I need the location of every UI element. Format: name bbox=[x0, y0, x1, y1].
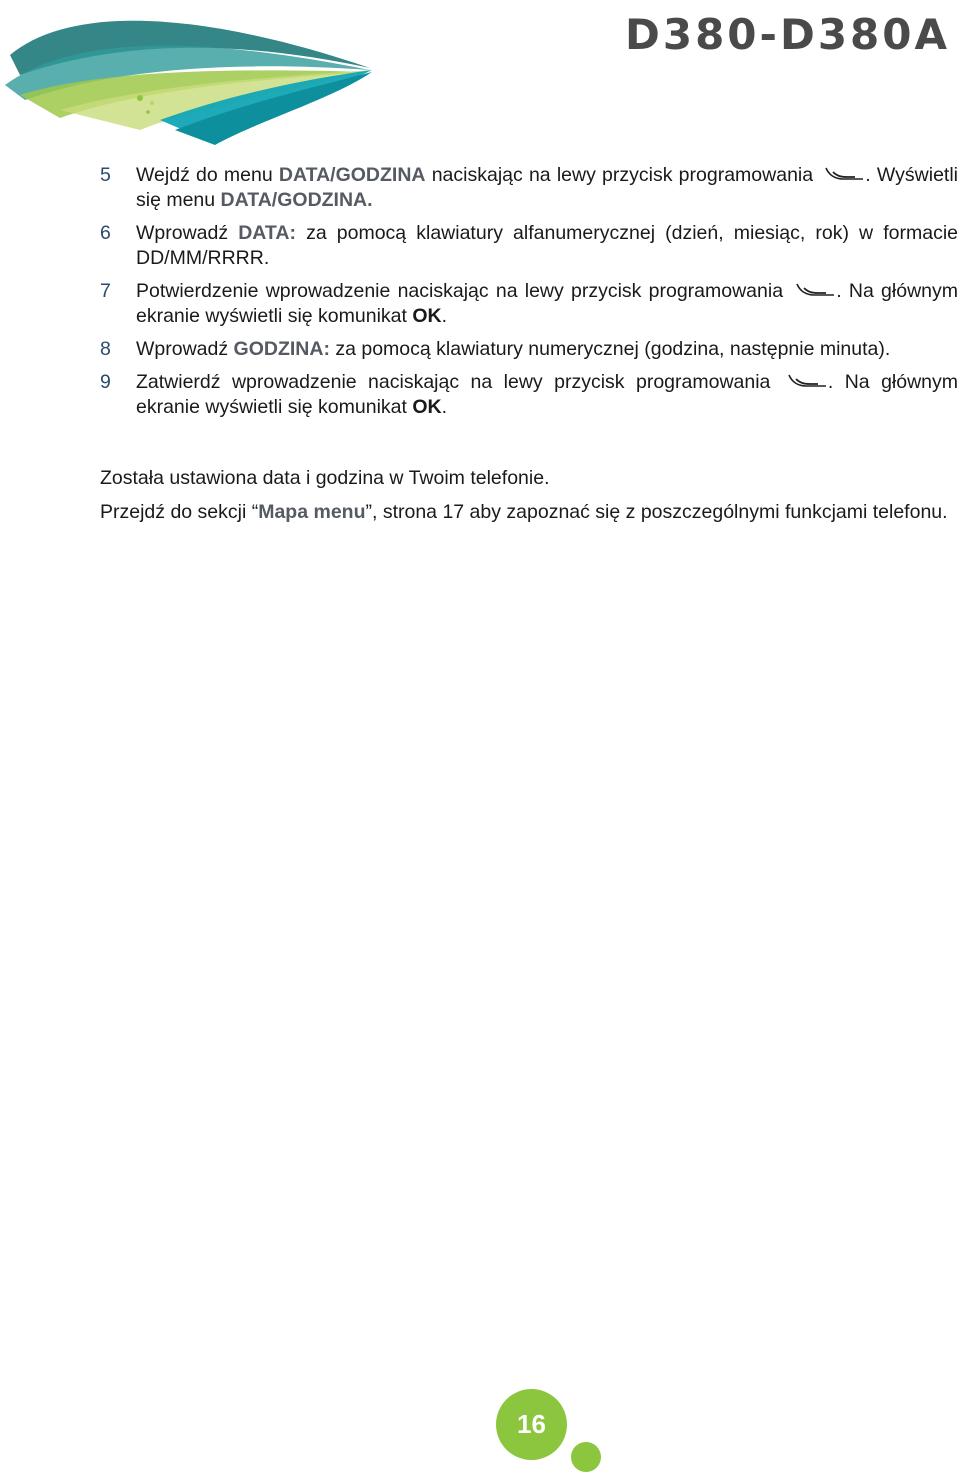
step-text bbox=[136, 279, 958, 329]
step-text-segment: za pomocą klawiatury numerycznej (godzina, następnie minuta). bbox=[329, 338, 891, 360]
confirmation-paragraph: Została ustawiona data i godzina w Twoim telefonie. bbox=[100, 467, 550, 489]
step-text-segment: . Na głównym ekranie wyświetli się komunikat bbox=[136, 280, 958, 327]
instruction-steps bbox=[100, 163, 958, 428]
step-text-segment: . Na głównym ekranie wyświetli się komunikat bbox=[136, 371, 959, 418]
step-text-segment: . bbox=[441, 396, 448, 418]
page-number-badge bbox=[496, 1389, 567, 1460]
step-text-segment: za pomocą klawiatury alfanumerycznej (dzień, miesiąc, rok) w formacie DD/MM/RRRR. bbox=[136, 222, 959, 269]
ok-message: OK bbox=[412, 396, 442, 418]
left-softkey-icon bbox=[825, 166, 865, 184]
page-decor-dot bbox=[571, 1442, 601, 1472]
menu-keyword: DATA/GODZINA bbox=[278, 164, 426, 186]
step-text bbox=[136, 163, 958, 213]
step-text-segment: Wprowadź bbox=[136, 222, 239, 244]
model-title: D380-D380A bbox=[624, 10, 950, 59]
step-item bbox=[100, 221, 958, 271]
step-text bbox=[136, 370, 958, 420]
brand-swoosh-logo bbox=[0, 0, 380, 150]
step-text bbox=[136, 221, 958, 271]
menu-map-text-post: ”, strona 17 aby zapoznać się z poszczególnymi funkcjami telefonu. bbox=[365, 501, 948, 523]
step-item bbox=[100, 279, 958, 329]
step-text bbox=[136, 337, 958, 362]
step-text-segment: Zatwierdź wprowadzenie naciskając na lewy przycisk programowania bbox=[136, 371, 782, 393]
step-text-segment: Wejdź do menu bbox=[136, 164, 279, 186]
menu-keyword: DATA: bbox=[238, 222, 296, 244]
left-softkey-icon bbox=[788, 373, 828, 391]
step-text-segment: Potwierdzenie wprowadzenie naciskając na lewy przycisk programowania bbox=[136, 280, 791, 302]
step-item bbox=[100, 337, 958, 362]
step-number: 5 bbox=[100, 164, 111, 186]
step-text-segment: naciskając na lewy przycisk programowania bbox=[425, 164, 820, 186]
menu-map-text-pre: Przejdź do sekcji “ bbox=[100, 501, 259, 523]
left-softkey-icon bbox=[796, 282, 836, 300]
step-number: 6 bbox=[100, 222, 111, 244]
step-number: 9 bbox=[100, 371, 111, 393]
step-text-segment: . bbox=[441, 305, 448, 327]
menu-map-paragraph bbox=[100, 500, 958, 525]
closing-text bbox=[100, 466, 958, 534]
step-item bbox=[100, 370, 958, 420]
step-text-segment: . Wyświetli się menu bbox=[136, 164, 958, 211]
step-item bbox=[100, 163, 958, 213]
step-text-segment: Wprowadź bbox=[136, 338, 234, 360]
menu-keyword: DATA/GODZINA. bbox=[220, 189, 373, 211]
ok-message: OK bbox=[412, 305, 442, 327]
step-number: 8 bbox=[100, 338, 111, 360]
step-number: 7 bbox=[100, 280, 111, 302]
menu-map-link[interactable]: Mapa menu bbox=[258, 501, 366, 523]
page-number: 16 bbox=[517, 1409, 546, 1439]
menu-keyword: GODZINA: bbox=[233, 338, 330, 360]
